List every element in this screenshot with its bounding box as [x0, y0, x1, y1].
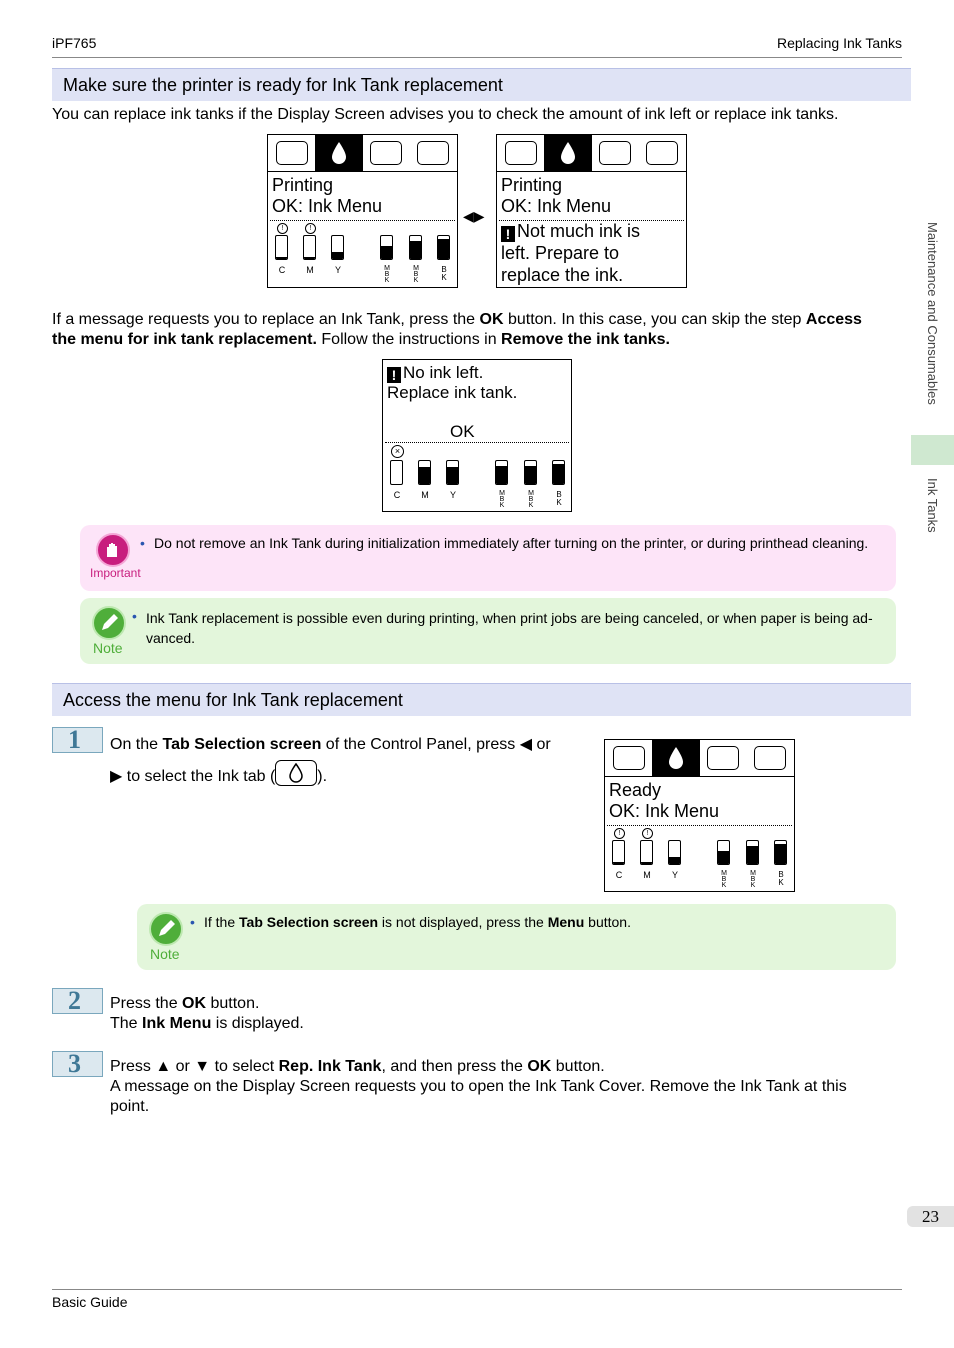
ink-tank: [331, 235, 344, 260]
ink-tank: [303, 235, 316, 260]
tank-label: M B K: [750, 870, 756, 889]
tab-bar: [605, 740, 794, 777]
tank-label: B K: [778, 870, 784, 887]
tank-label: M B K: [384, 265, 390, 284]
alert-icon: !: [501, 226, 515, 242]
tab-bar: [268, 135, 457, 172]
important-callout: [80, 525, 896, 591]
tab-bar: [497, 135, 686, 172]
section-heading-ready: [52, 68, 911, 101]
step-badge-3: 3: [52, 1051, 103, 1077]
step1-text: On the Tab Selection screen of the Control Panel, press ◀ or ▶ to select the Ink tab ( ).: [110, 736, 551, 785]
tank-label: Y: [671, 870, 678, 880]
display-screen-d: [604, 739, 795, 892]
warning-icon: !: [642, 828, 653, 839]
ink-drop-icon: [668, 746, 684, 770]
warning-icon: !: [614, 828, 625, 839]
step3-text: Press ▲ or ▼ to select Rep. Ink Tank, and then press the OK button. A message on the Display Screen requests you to open the Ink Tank Cover. Remove the Ink Tank at this point.: [110, 1058, 847, 1115]
note-text: Ink Tank replacement is possible even during printing, when print jobs are being canceled, or when paper is being ad- vanced.: [146, 610, 873, 646]
screen-line1: Printing: [272, 175, 334, 195]
section-title: Make sure the printer is ready for Ink Tank replacement: [63, 75, 503, 95]
display-screen-b: [496, 134, 687, 288]
sidebar-chapter: Maintenance and Consumables: [925, 222, 940, 405]
tab-ink: [652, 740, 699, 776]
tank-label: C: [393, 490, 401, 500]
tab-job: [592, 135, 639, 171]
screen-line1: Ready: [609, 780, 662, 800]
display-screen-c: [382, 359, 572, 512]
intro-text: You can replace ink tanks if the Display Screen advises you to check the amount of ink left or replace ink tanks.: [52, 106, 839, 123]
screen-line1: Printing: [501, 175, 563, 195]
screen-line2: OK: Ink Menu: [609, 801, 720, 821]
tab-job: [363, 135, 410, 171]
ink-tank: [552, 460, 565, 485]
section-title: Access the menu for Ink Tank replacement: [63, 690, 403, 710]
tank-label: M B K: [413, 265, 419, 284]
note-label: Note: [93, 640, 123, 656]
header-rule: [52, 57, 902, 58]
right-arrow-icon: ▶: [110, 768, 123, 785]
tab-settings: [747, 740, 794, 776]
footer-rule: [52, 1289, 902, 1290]
screen-line1: ! No ink left.: [387, 362, 483, 383]
left-arrow-icon: ◀: [519, 736, 532, 753]
step2-text: Press the OK button. The Ink Menu is displayed.: [110, 995, 304, 1032]
ink-tank: [437, 235, 450, 260]
bullet: •: [190, 914, 195, 930]
note-pencil-icon: [92, 606, 126, 640]
ink-tank: [524, 460, 537, 485]
toggle-arrows: ◀▶: [463, 208, 485, 224]
ink-tank: [668, 840, 681, 865]
tab-paper: [268, 135, 315, 171]
screen-warning-line: left. Prepare to: [501, 243, 620, 263]
tank-label: Y: [449, 490, 456, 500]
tab-settings: [639, 135, 686, 171]
screen-warning-line: ! Not much ink is: [501, 221, 640, 242]
bullet: •: [132, 608, 137, 624]
screen-line2: OK: Ink Menu: [272, 196, 383, 216]
note-label: Note: [150, 946, 180, 962]
ink-tank: [390, 460, 403, 485]
alert-icon: !: [387, 367, 401, 383]
display-screen-a: [267, 134, 458, 288]
screen-line2: OK: Ink Menu: [501, 196, 612, 216]
ink-drop-icon: [331, 141, 347, 165]
tank-label: M: [306, 265, 314, 275]
tab-paper: [497, 135, 544, 171]
ink-tank: [275, 235, 288, 260]
tank-label: M: [643, 870, 651, 880]
header-title: Replacing Ink Tanks: [776, 35, 902, 51]
screen-ok: OK: [450, 422, 475, 441]
note-callout: [80, 598, 896, 664]
sidebar-section: Ink Tanks: [925, 478, 940, 533]
ink-tab-icon: [275, 760, 317, 786]
ink-tank: [380, 235, 393, 260]
screen-warning-line: replace the ink.: [501, 265, 624, 285]
ink-tank: [746, 840, 759, 865]
note-callout: [137, 904, 896, 970]
tank-label: B K: [556, 490, 562, 507]
tab-ink: [315, 135, 362, 171]
warning-icon: !: [305, 223, 316, 234]
replace-paragraph: If a message requests you to replace an Ink Tank, press the OK button. In this case, you can skip the step Access the menu for ink tank replacement. Follow the instructions in Remove the ink tanks.: [52, 311, 862, 348]
ink-drop-icon: [560, 141, 576, 165]
tab-ink: [544, 135, 591, 171]
tank-label: B K: [441, 265, 447, 282]
ink-tank: [418, 460, 431, 485]
tank-label: M: [421, 490, 429, 500]
tab-job: [700, 740, 747, 776]
tank-label: C: [615, 870, 623, 880]
tank-label: M B K: [721, 870, 727, 889]
important-text: Do not remove an Ink Tank during initialization immediately after turning on the printer, or during printhead cleaning.: [154, 535, 869, 551]
ink-tank: [774, 840, 787, 865]
note-pencil-icon: [149, 912, 183, 946]
screen-line2: Replace ink tank.: [387, 383, 518, 402]
tank-label: C: [278, 265, 286, 275]
tab-paper: [605, 740, 652, 776]
ink-tank: [495, 460, 508, 485]
section-heading-access: [52, 683, 911, 716]
step-badge-2: 2: [52, 988, 103, 1014]
ink-tank: [612, 840, 625, 865]
tank-label: Y: [334, 265, 341, 275]
sidebar-tab-marker: [911, 435, 954, 465]
footer-title: Basic Guide: [52, 1294, 128, 1310]
tank-label: M B K: [528, 490, 534, 509]
important-label: Important: [90, 566, 141, 580]
note-text: If the Tab Selection screen is not displayed, press the Menu button.: [204, 914, 631, 930]
important-hand-icon: [96, 533, 130, 567]
tab-settings: [410, 135, 457, 171]
ink-tank: [717, 840, 730, 865]
ink-tank: [446, 460, 459, 485]
bullet: •: [140, 535, 145, 551]
tank-label: M B K: [499, 490, 505, 509]
step-badge-1: 1: [52, 727, 103, 753]
header-product: iPF765: [52, 35, 97, 51]
ink-tank: [640, 840, 653, 865]
page-number: 23: [907, 1206, 954, 1227]
ink-tank: [409, 235, 422, 260]
warning-icon: !: [277, 223, 288, 234]
error-icon: ×: [391, 445, 404, 458]
